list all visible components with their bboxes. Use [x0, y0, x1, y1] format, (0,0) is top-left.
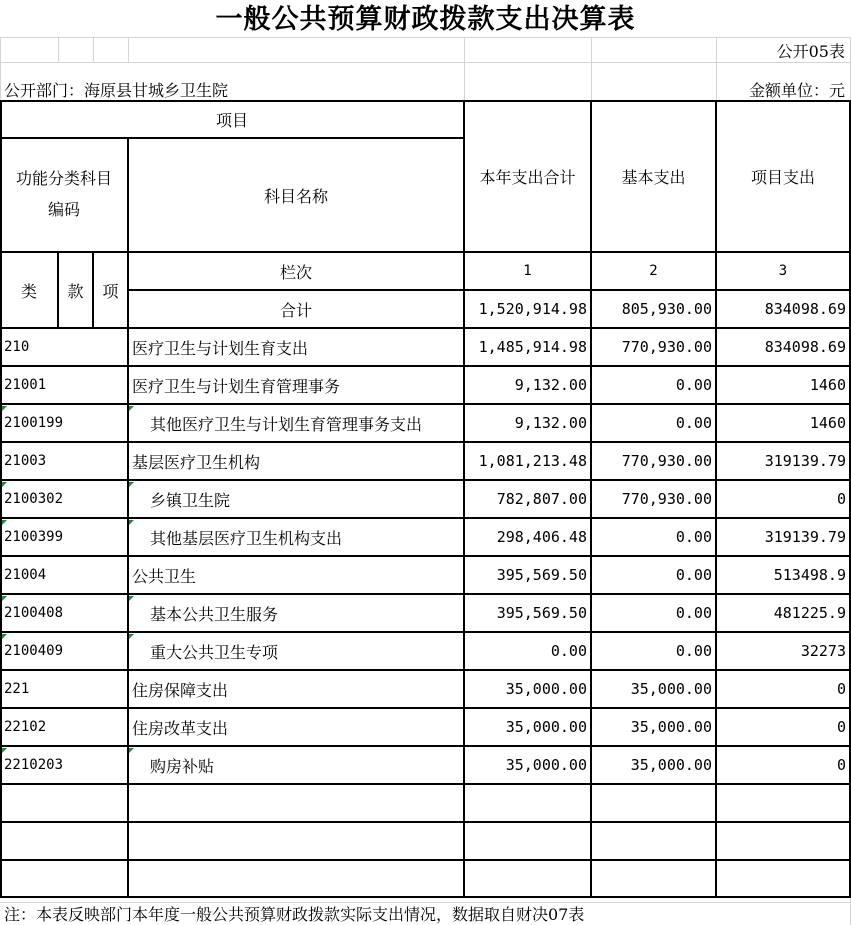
cell-marker-icon — [2, 482, 7, 487]
cell-marker-icon — [129, 634, 134, 639]
row-subject-name: 医疗卫生与计划生育支出 — [132, 338, 309, 358]
sum-label: 合计 — [279, 300, 312, 320]
cell-marker-icon — [129, 520, 134, 525]
row-total: 782,807.00 — [496, 490, 587, 508]
row-basic: 770,930.00 — [621, 452, 712, 470]
row-subject-name: 购房补贴 — [150, 756, 215, 776]
lei-header: 类 — [20, 281, 37, 301]
row-project: 0 — [836, 756, 846, 774]
row-project: 834098.69 — [764, 338, 846, 356]
department-label: 公开部门：海原县甘城乡卫生院 — [4, 80, 229, 100]
cell-marker-icon — [2, 406, 7, 411]
row-basic: 0.00 — [675, 604, 712, 622]
form-number: 公开05表 — [776, 42, 845, 61]
row-code: 21001 — [4, 377, 47, 393]
row-subject-name: 基本公共卫生服务 — [150, 604, 279, 624]
row-total: 1,081,213.48 — [478, 452, 587, 470]
row-total: 35,000.00 — [505, 756, 587, 774]
cell-marker-icon — [2, 596, 7, 601]
row-total: 0.00 — [550, 642, 587, 660]
row-subject-name: 公共卫生 — [132, 566, 197, 586]
row-project: 0 — [836, 718, 846, 736]
row-total: 9,132.00 — [514, 414, 587, 432]
row-subject-name: 住房保障支出 — [132, 680, 229, 700]
row-code: 210 — [4, 339, 30, 355]
row-code: 22102 — [4, 719, 47, 735]
row-code: 2100302 — [4, 491, 64, 507]
row-total: 35,000.00 — [505, 718, 587, 736]
row-subject-name: 其他医疗卫生与计划生育管理事务支出 — [150, 414, 423, 434]
row-project: 513498.9 — [773, 566, 846, 584]
row-project: 319139.79 — [764, 528, 846, 546]
row-basic: 0.00 — [675, 414, 712, 432]
row-project: 1460 — [809, 376, 846, 394]
row-project: 0 — [836, 680, 846, 698]
row-subject-name: 重大公共卫生专项 — [150, 642, 279, 662]
row-project: 0 — [836, 490, 846, 508]
cell-marker-icon — [129, 406, 134, 411]
cell-marker-icon — [2, 634, 7, 639]
column-no-3: 3 — [778, 263, 788, 279]
project-header: 项目 — [215, 111, 248, 130]
row-basic: 770,930.00 — [621, 490, 712, 508]
cell-marker-icon — [129, 596, 134, 601]
row-project: 32273 — [800, 642, 846, 660]
row-code: 21004 — [4, 567, 47, 583]
row-code: 21003 — [4, 453, 47, 469]
subject-name-header: 科目名称 — [263, 186, 328, 206]
row-code: 2210203 — [4, 757, 64, 773]
kuan-header: 款 — [67, 281, 84, 301]
column-no-label: 栏次 — [279, 262, 312, 282]
basic-header: 基本支出 — [621, 168, 686, 187]
xiang-header: 项 — [102, 281, 119, 301]
cell-marker-icon — [2, 520, 7, 525]
row-total: 395,569.50 — [496, 566, 587, 584]
row-total: 1,485,914.98 — [478, 338, 587, 356]
sum-project: 834098.69 — [764, 300, 846, 318]
row-code: 2100199 — [4, 415, 64, 431]
row-total: 298,406.48 — [496, 528, 587, 546]
row-basic: 770,930.00 — [621, 338, 712, 356]
column-no-2: 2 — [649, 263, 658, 279]
cell-marker-icon — [2, 748, 7, 753]
unit-label: 金额单位：元 — [748, 80, 845, 100]
sum-basic: 805,930.00 — [621, 300, 712, 318]
row-basic: 0.00 — [675, 528, 712, 546]
row-basic: 35,000.00 — [630, 756, 712, 774]
row-total: 35,000.00 — [505, 680, 587, 698]
report-title: 一般公共预算财政拨款支出决算表 — [215, 4, 636, 35]
row-subject-name: 医疗卫生与计划生育管理事务 — [132, 376, 341, 396]
total-header: 本年支出合计 — [479, 168, 576, 187]
footnote: 注：本表反映部门本年度一般公共预算财政拨款实际支出情况，数据取自财决07表 — [4, 905, 585, 924]
row-code: 221 — [4, 681, 30, 697]
row-subject-name: 其他基层医疗卫生机构支出 — [150, 528, 343, 548]
func-code-header-line2: 编码 — [47, 199, 80, 219]
row-project: 481225.9 — [773, 604, 846, 622]
row-total: 395,569.50 — [496, 604, 587, 622]
row-total: 9,132.00 — [514, 376, 587, 394]
row-basic: 35,000.00 — [630, 680, 712, 698]
row-project: 1460 — [809, 414, 846, 432]
row-basic: 35,000.00 — [630, 718, 712, 736]
row-project: 319139.79 — [764, 452, 846, 470]
column-no-1: 1 — [523, 263, 532, 279]
cell-marker-icon — [129, 748, 134, 753]
row-basic: 0.00 — [675, 566, 712, 584]
row-subject-name: 基层医疗卫生机构 — [132, 452, 261, 472]
cell-marker-icon — [129, 482, 134, 487]
row-code: 2100408 — [4, 605, 64, 621]
row-basic: 0.00 — [675, 642, 712, 660]
func-code-header-line1: 功能分类科目 — [15, 168, 112, 188]
project-exp-header: 项目支出 — [750, 168, 815, 187]
row-code: 2100409 — [4, 643, 64, 659]
row-code: 2100399 — [4, 529, 64, 545]
row-basic: 0.00 — [675, 376, 712, 394]
row-subject-name: 乡镇卫生院 — [150, 490, 231, 510]
row-subject-name: 住房改革支出 — [132, 718, 229, 738]
sum-total: 1,520,914.98 — [478, 300, 587, 318]
